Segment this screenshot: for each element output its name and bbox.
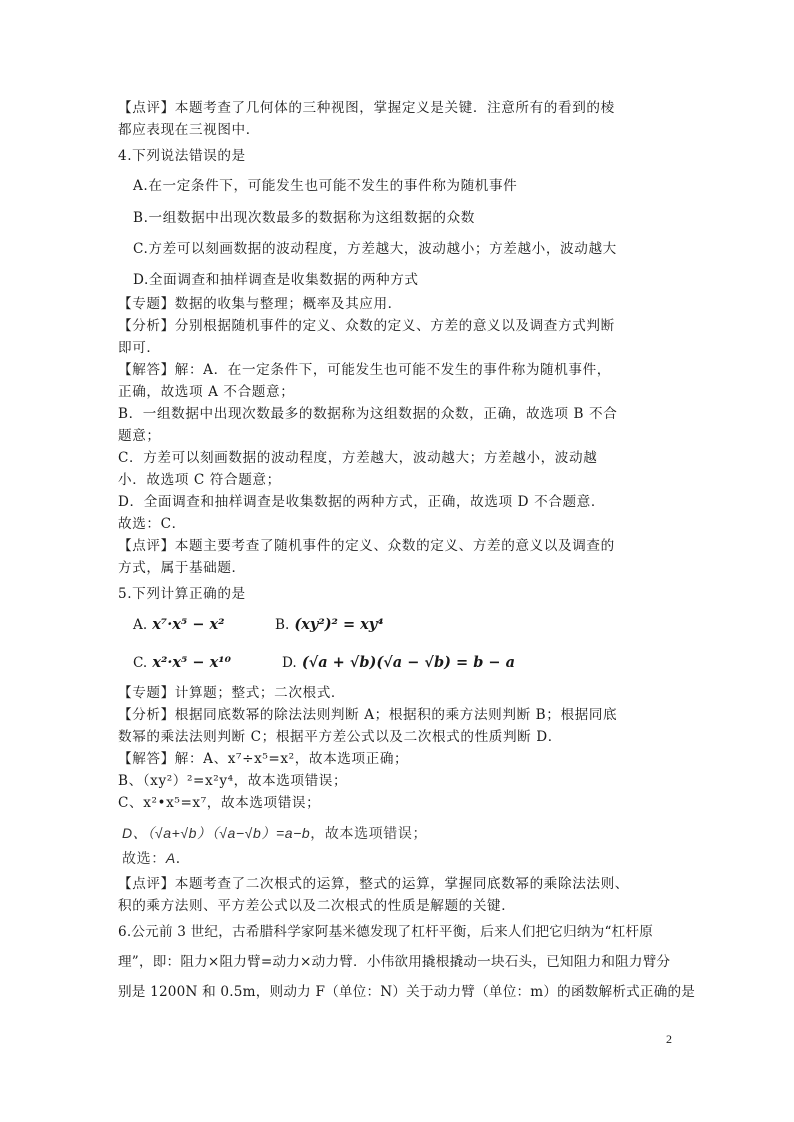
math-expression: (√a + √b)(√a − √b) = b − a (301, 654, 515, 671)
option-label: B. (275, 617, 290, 633)
q4-comment: 【点评】本题主要考查了随机事件的定义、众数的定义、方差的意义以及调查的 (118, 538, 615, 554)
math-expression: x⁷·x⁵ − x² (152, 616, 225, 633)
solution-prefix: D、（ (122, 825, 155, 841)
q4-solution: 故选：C． (118, 516, 186, 532)
q4-analysis: 【分析】分别根据随机事件的定义、众数的定义、方差的意义以及调查方式判断 (118, 318, 615, 334)
q4-solution: 题意； (118, 428, 161, 444)
question-6-line: 理”，即：阻力×阻力臂=动力×动力臂．小伟欲用撬根撬动一块石头，已知阻力和阻力臂分 (118, 954, 671, 970)
q5-solution-d (122, 822, 684, 845)
q4-solution: D．全面调查和抽样调查是收集数据的两种方式，正确，故选项 D 不合题意． (118, 494, 606, 510)
question-6-line: 别是 1200N 和 0.5m，则动力 F（单位：N）关于动力臂（单位：m）的函数解析式正确的是 (118, 984, 696, 1000)
q4-option-c: C.方差可以刻画数据的波动程度，方差越大，波动越小；方差越小，波动越大 (133, 241, 617, 257)
q4-option-a: A.在一定条件下，可能发生也可能不发生的事件称为随机事件 (133, 178, 518, 194)
q4-analysis: 即可． (118, 340, 161, 356)
math-expression: x²·x⁵ − x¹⁰ (152, 654, 231, 671)
q4-solution: 小．故选项 C 符合题意； (118, 472, 281, 488)
option-label: D. (282, 655, 297, 671)
q5-solution: 【解答】解：A、x⁷÷x⁵=x²，故本选项正确； (118, 751, 409, 767)
option-label: C. (133, 655, 148, 671)
q4-comment: 方式，属于基础题． (118, 560, 246, 576)
q4-option-d: D.全面调查和抽样调查是收集数据的两种方式 (133, 272, 419, 288)
answer-value: A (165, 850, 176, 866)
answer-prefix: 故选： (122, 850, 166, 866)
question-5-title: 5.下列计算正确的是 (118, 586, 246, 602)
q5-option-d (282, 652, 515, 671)
comment-line: 都应表现在三视图中． (118, 122, 260, 138)
page-number: 2 (666, 1032, 672, 1046)
math-expression: √a+√b）（√a−√b）=a−b (154, 825, 311, 841)
q5-solution: B、（xy²）²=x²y⁴，故本选项错误； (118, 773, 348, 789)
comment-line: 【点评】本题考查了几何体的三种视图，掌握定义是关键．注意所有的看到的棱 (118, 100, 615, 116)
q5-answer (122, 847, 684, 870)
q4-topic: 【专题】数据的收集与整理；概率及其应用． (118, 296, 402, 312)
q4-solution: 【解答】解：A．在一定条件下，可能发生也可能不发生的事件称为随机事件， (118, 362, 612, 378)
math-expression: (xy²)² = xy⁴ (294, 616, 384, 633)
q5-analysis: 【分析】根据同底数幂的除法法则判断 A；根据积的乘方法则判断 B；根据同底 (118, 707, 618, 723)
q4-solution: 正确，故选项 A 不合题意； (118, 384, 295, 400)
q4-solution: B．一组数据中出现次数最多的数据称为这组数据的众数，正确，故选项 B 不合 (118, 406, 618, 422)
option-label: A. (133, 617, 148, 633)
q5-topic: 【专题】计算题；整式；二次根式． (118, 685, 346, 701)
q5-option-a (133, 614, 225, 633)
q4-option-b: B.一组数据中出现次数最多的数据称为这组数据的众数 (133, 210, 475, 226)
q4-solution: C．方差可以刻画数据的波动程度，方差越大，波动越大；方差越小，波动越 (118, 450, 598, 466)
q5-comment: 【点评】本题考查了二次根式的运算，整式的运算，掌握同底数幂的乘除法法则、 (118, 876, 629, 892)
q5-option-b (275, 614, 384, 633)
question-6-line: 6.公元前 3 世纪，古希腊科学家阿基米德发现了杠杆平衡，后来人们把它归纳为“杠杆原 (118, 924, 653, 940)
answer-suffix: ． (175, 850, 191, 866)
q5-option-c (133, 652, 231, 671)
q5-analysis: 数幂的乘法法则判断 C；根据平方差公式以及二次根式的性质判断 D． (118, 729, 562, 745)
q5-comment: 积的乘方法则、平方差公式以及二次根式的性质是解题的关键． (118, 898, 516, 914)
q5-solution: C、x²•x⁵=x⁷，故本选项错误； (118, 795, 321, 811)
solution-suffix: ，故本选项错误； (310, 825, 428, 841)
question-4-title: 4.下列说法错误的是 (118, 148, 246, 164)
